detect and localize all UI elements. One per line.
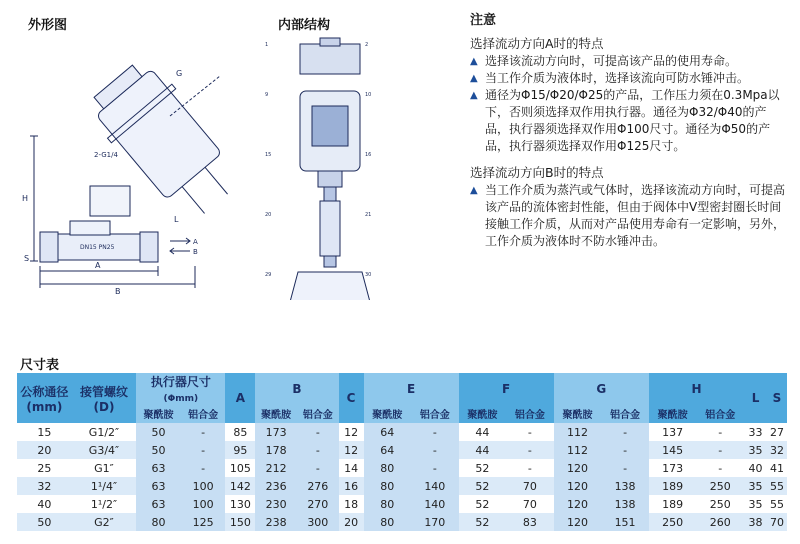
sub-header: 聚酰胺 — [136, 404, 181, 423]
header-e: E — [364, 373, 459, 404]
pressure-label: DN15 PN25 — [80, 244, 115, 251]
header-a: A — [235, 391, 245, 405]
table-cell: 52 — [459, 459, 507, 477]
triangle-icon: ▲ — [470, 56, 478, 67]
table-cell: 70 — [506, 495, 554, 513]
table-cell: 50 — [136, 423, 181, 441]
table-cell: 80 — [364, 513, 412, 531]
internal-drawing — [260, 36, 400, 300]
note-item: ▲ 通径为Φ15/Φ20/Φ25的产品，工作压力须在0.3Mpa以下，否则须选择双作用执行器。通径为Φ32/Φ40的产品，执行器须选择双作用Φ100尺寸。通径为Φ50的产品，执行器须选择双作用Φ125尺寸。 — [470, 88, 780, 153]
svg-text:21: 21 — [365, 212, 372, 218]
table-cell: 63 — [136, 459, 181, 477]
table-cell: 138 — [601, 477, 649, 495]
a-label: A — [95, 261, 101, 270]
sub-header: 聚酰胺 — [364, 404, 412, 423]
table-cell: - — [506, 459, 554, 477]
outline-drawing — [10, 36, 235, 298]
table-cell: 35 — [744, 477, 767, 495]
table-cell: - — [696, 441, 744, 459]
note-item: ▲ 选择该流动方向时，可提高该产品的使用寿命。 — [470, 54, 738, 68]
table-cell: 178 — [255, 441, 297, 459]
table-cell: 80 — [364, 477, 412, 495]
triangle-icon: ▲ — [470, 73, 478, 84]
sub-header: 铝合金 — [411, 404, 459, 423]
table-cell: 52 — [459, 513, 507, 531]
table-cell: - — [297, 441, 339, 459]
table-cell: 142 — [225, 477, 255, 495]
table-cell: 260 — [696, 513, 744, 531]
table-cell: 100 — [181, 495, 226, 513]
header-l: L — [751, 391, 760, 405]
table-cell: 151 — [601, 513, 649, 531]
table-cell: 63 — [136, 495, 181, 513]
table-cell: - — [506, 441, 554, 459]
svg-text:10: 10 — [365, 92, 372, 98]
flow-b-label: B — [193, 248, 198, 256]
table-cell: 64 — [364, 423, 412, 441]
table-cell: 44 — [459, 423, 507, 441]
table-cell: 120 — [554, 513, 602, 531]
table-cell: 35 — [744, 495, 767, 513]
b-label: B — [115, 287, 121, 296]
table-row — [17, 513, 787, 531]
table-row — [17, 423, 787, 441]
table-cell: 14 — [339, 459, 364, 477]
table-cell: 150 — [225, 513, 255, 531]
table-row — [17, 477, 787, 495]
svg-text:16: 16 — [365, 152, 372, 158]
table-cell: 70 — [506, 477, 554, 495]
header-dn: 公称通径 (mm) — [20, 384, 69, 414]
table-cell: - — [411, 423, 459, 441]
table-cell: 41 — [767, 459, 787, 477]
table-cell: - — [181, 441, 226, 459]
table-cell: 105 — [225, 459, 255, 477]
section-b-title: 选择流动方向B时的特点 — [470, 165, 604, 180]
svg-text:15: 15 — [265, 152, 272, 158]
table-cell: - — [297, 423, 339, 441]
sub-header: 聚酰胺 — [255, 404, 297, 423]
table-heading: 尺寸表 — [20, 358, 60, 373]
table-cell: 12 — [339, 423, 364, 441]
table-cell: 52 — [459, 477, 507, 495]
table-cell: 212 — [255, 459, 297, 477]
table-cell: G3/4″ — [72, 441, 137, 459]
table-cell: 38 — [744, 513, 767, 531]
outline-heading: 外形图 — [28, 18, 68, 33]
table-cell: 137 — [649, 423, 697, 441]
table-cell: 145 — [649, 441, 697, 459]
sub-header: 聚酰胺 — [657, 410, 688, 421]
internal-heading: 内部结构 — [278, 18, 331, 33]
svg-text:1: 1 — [265, 42, 269, 48]
sub-header: 聚酰胺 — [467, 410, 498, 421]
table-row — [17, 495, 787, 513]
svg-text:30: 30 — [365, 272, 372, 278]
sub-header: 铝合金 — [705, 410, 736, 421]
table-cell: G2″ — [72, 513, 137, 531]
table-cell: - — [601, 423, 649, 441]
table-cell: 27 — [767, 423, 787, 441]
header-actuator: 执行器尺寸 (Φmm) — [136, 373, 225, 404]
table-cell: 140 — [411, 477, 459, 495]
header-thread: 接管螺纹 (D) — [79, 384, 128, 414]
table-cell: 18 — [339, 495, 364, 513]
table-cell: 85 — [225, 423, 255, 441]
sub-header: 铝合金 — [181, 404, 226, 423]
table-cell: - — [181, 423, 226, 441]
table-cell: 138 — [601, 495, 649, 513]
table-cell: 52 — [459, 495, 507, 513]
table-cell: 189 — [649, 495, 697, 513]
table-cell: 140 — [411, 495, 459, 513]
table-cell: G1″ — [72, 459, 137, 477]
table-cell: - — [696, 459, 744, 477]
table-cell: - — [601, 459, 649, 477]
sub-header: 铝合金 — [297, 404, 339, 423]
table-cell: - — [601, 441, 649, 459]
table-cell: 50 — [136, 441, 181, 459]
table-cell: 12 — [339, 441, 364, 459]
table-cell: 120 — [554, 459, 602, 477]
table-cell: 173 — [255, 423, 297, 441]
table-cell: - — [696, 423, 744, 441]
svg-text:29: 29 — [265, 272, 272, 278]
table-cell: 80 — [364, 495, 412, 513]
table-cell: 270 — [297, 495, 339, 513]
table-cell: 16 — [339, 477, 364, 495]
table-cell: 55 — [767, 477, 787, 495]
table-cell: G1/2″ — [72, 423, 137, 441]
note-item: ▲ 当工作介质为蒸汽或气体时，选择该流动方向时，可提高该产品的流体密封性能，但由于阀体中V型密封圈长时间接触工作介质，从而对产品使用寿命有一定影响，另外，工作介质为液体时不防水锤冲击。 — [470, 183, 786, 248]
table-cell: 40 — [744, 459, 767, 477]
table-cell: 112 — [554, 441, 602, 459]
table-cell: 250 — [696, 495, 744, 513]
sub-header: 铝合金 — [601, 404, 649, 423]
dimensions-table — [17, 373, 787, 531]
sub-header: 铝合金 — [514, 410, 545, 421]
notes-title: 注意 — [470, 13, 497, 28]
table-cell: 120 — [554, 477, 602, 495]
flow-a-label: A — [193, 238, 198, 246]
triangle-icon: ▲ — [470, 185, 478, 196]
table-cell: 173 — [649, 459, 697, 477]
table-cell: 250 — [696, 477, 744, 495]
table-cell: 83 — [506, 513, 554, 531]
svg-text:9: 9 — [265, 92, 269, 98]
table-cell: 236 — [255, 477, 297, 495]
table-cell: 170 — [411, 513, 459, 531]
table-cell: - — [506, 423, 554, 441]
section-a-title: 选择流动方向A时的特点 — [470, 36, 604, 51]
header-g: G — [554, 373, 649, 404]
table-cell: 95 — [225, 441, 255, 459]
svg-text:20: 20 — [265, 212, 272, 218]
table-cell: 20 — [339, 513, 364, 531]
table-cell: 20 — [17, 441, 72, 459]
header-h: H — [691, 381, 702, 396]
triangle-icon: ▲ — [470, 90, 478, 101]
table-cell: 250 — [649, 513, 697, 531]
table-cell: 125 — [181, 513, 226, 531]
table-cell: 70 — [767, 513, 787, 531]
port-label: 2-G1/4 — [94, 151, 118, 159]
s-label: S — [24, 254, 30, 263]
table-cell: 15 — [17, 423, 72, 441]
table-cell: 33 — [744, 423, 767, 441]
table-cell: - — [411, 459, 459, 477]
table-cell: 32 — [767, 441, 787, 459]
table-cell: 1¹/4″ — [72, 477, 137, 495]
table-cell: 130 — [225, 495, 255, 513]
table-cell: 80 — [136, 513, 181, 531]
table-cell: 64 — [364, 441, 412, 459]
table-cell: 32 — [17, 477, 72, 495]
table-cell: 230 — [255, 495, 297, 513]
table-cell: 40 — [17, 495, 72, 513]
table-cell: 276 — [297, 477, 339, 495]
table-row — [17, 459, 787, 477]
g-label: G — [176, 69, 183, 78]
table-cell: 25 — [17, 459, 72, 477]
table-cell: 55 — [767, 495, 787, 513]
table-cell: 44 — [459, 441, 507, 459]
table-cell: 63 — [136, 477, 181, 495]
table-cell: 80 — [364, 459, 412, 477]
table-cell: 189 — [649, 477, 697, 495]
l-label: L — [174, 215, 179, 224]
header-f: F — [502, 381, 511, 396]
table-cell: 238 — [255, 513, 297, 531]
notes-panel — [470, 12, 790, 250]
table-cell: 50 — [17, 513, 72, 531]
table-row — [17, 441, 787, 459]
table-cell: - — [411, 441, 459, 459]
h-label: H — [22, 194, 29, 203]
table-cell: 100 — [181, 477, 226, 495]
table-cell: - — [181, 459, 226, 477]
svg-text:2: 2 — [365, 42, 369, 48]
table-cell: 300 — [297, 513, 339, 531]
table-cell: 112 — [554, 423, 602, 441]
header-c: C — [346, 391, 356, 405]
sub-header: 聚酰胺 — [554, 404, 602, 423]
table-cell: 120 — [554, 495, 602, 513]
header-s: S — [772, 391, 782, 405]
table-cell: - — [297, 459, 339, 477]
note-item: ▲ 当工作介质为液体时，选择该流向可防水锤冲击。 — [470, 71, 750, 85]
header-b: B — [255, 373, 338, 404]
table-cell: 35 — [744, 441, 767, 459]
table-cell: 1¹/2″ — [72, 495, 137, 513]
